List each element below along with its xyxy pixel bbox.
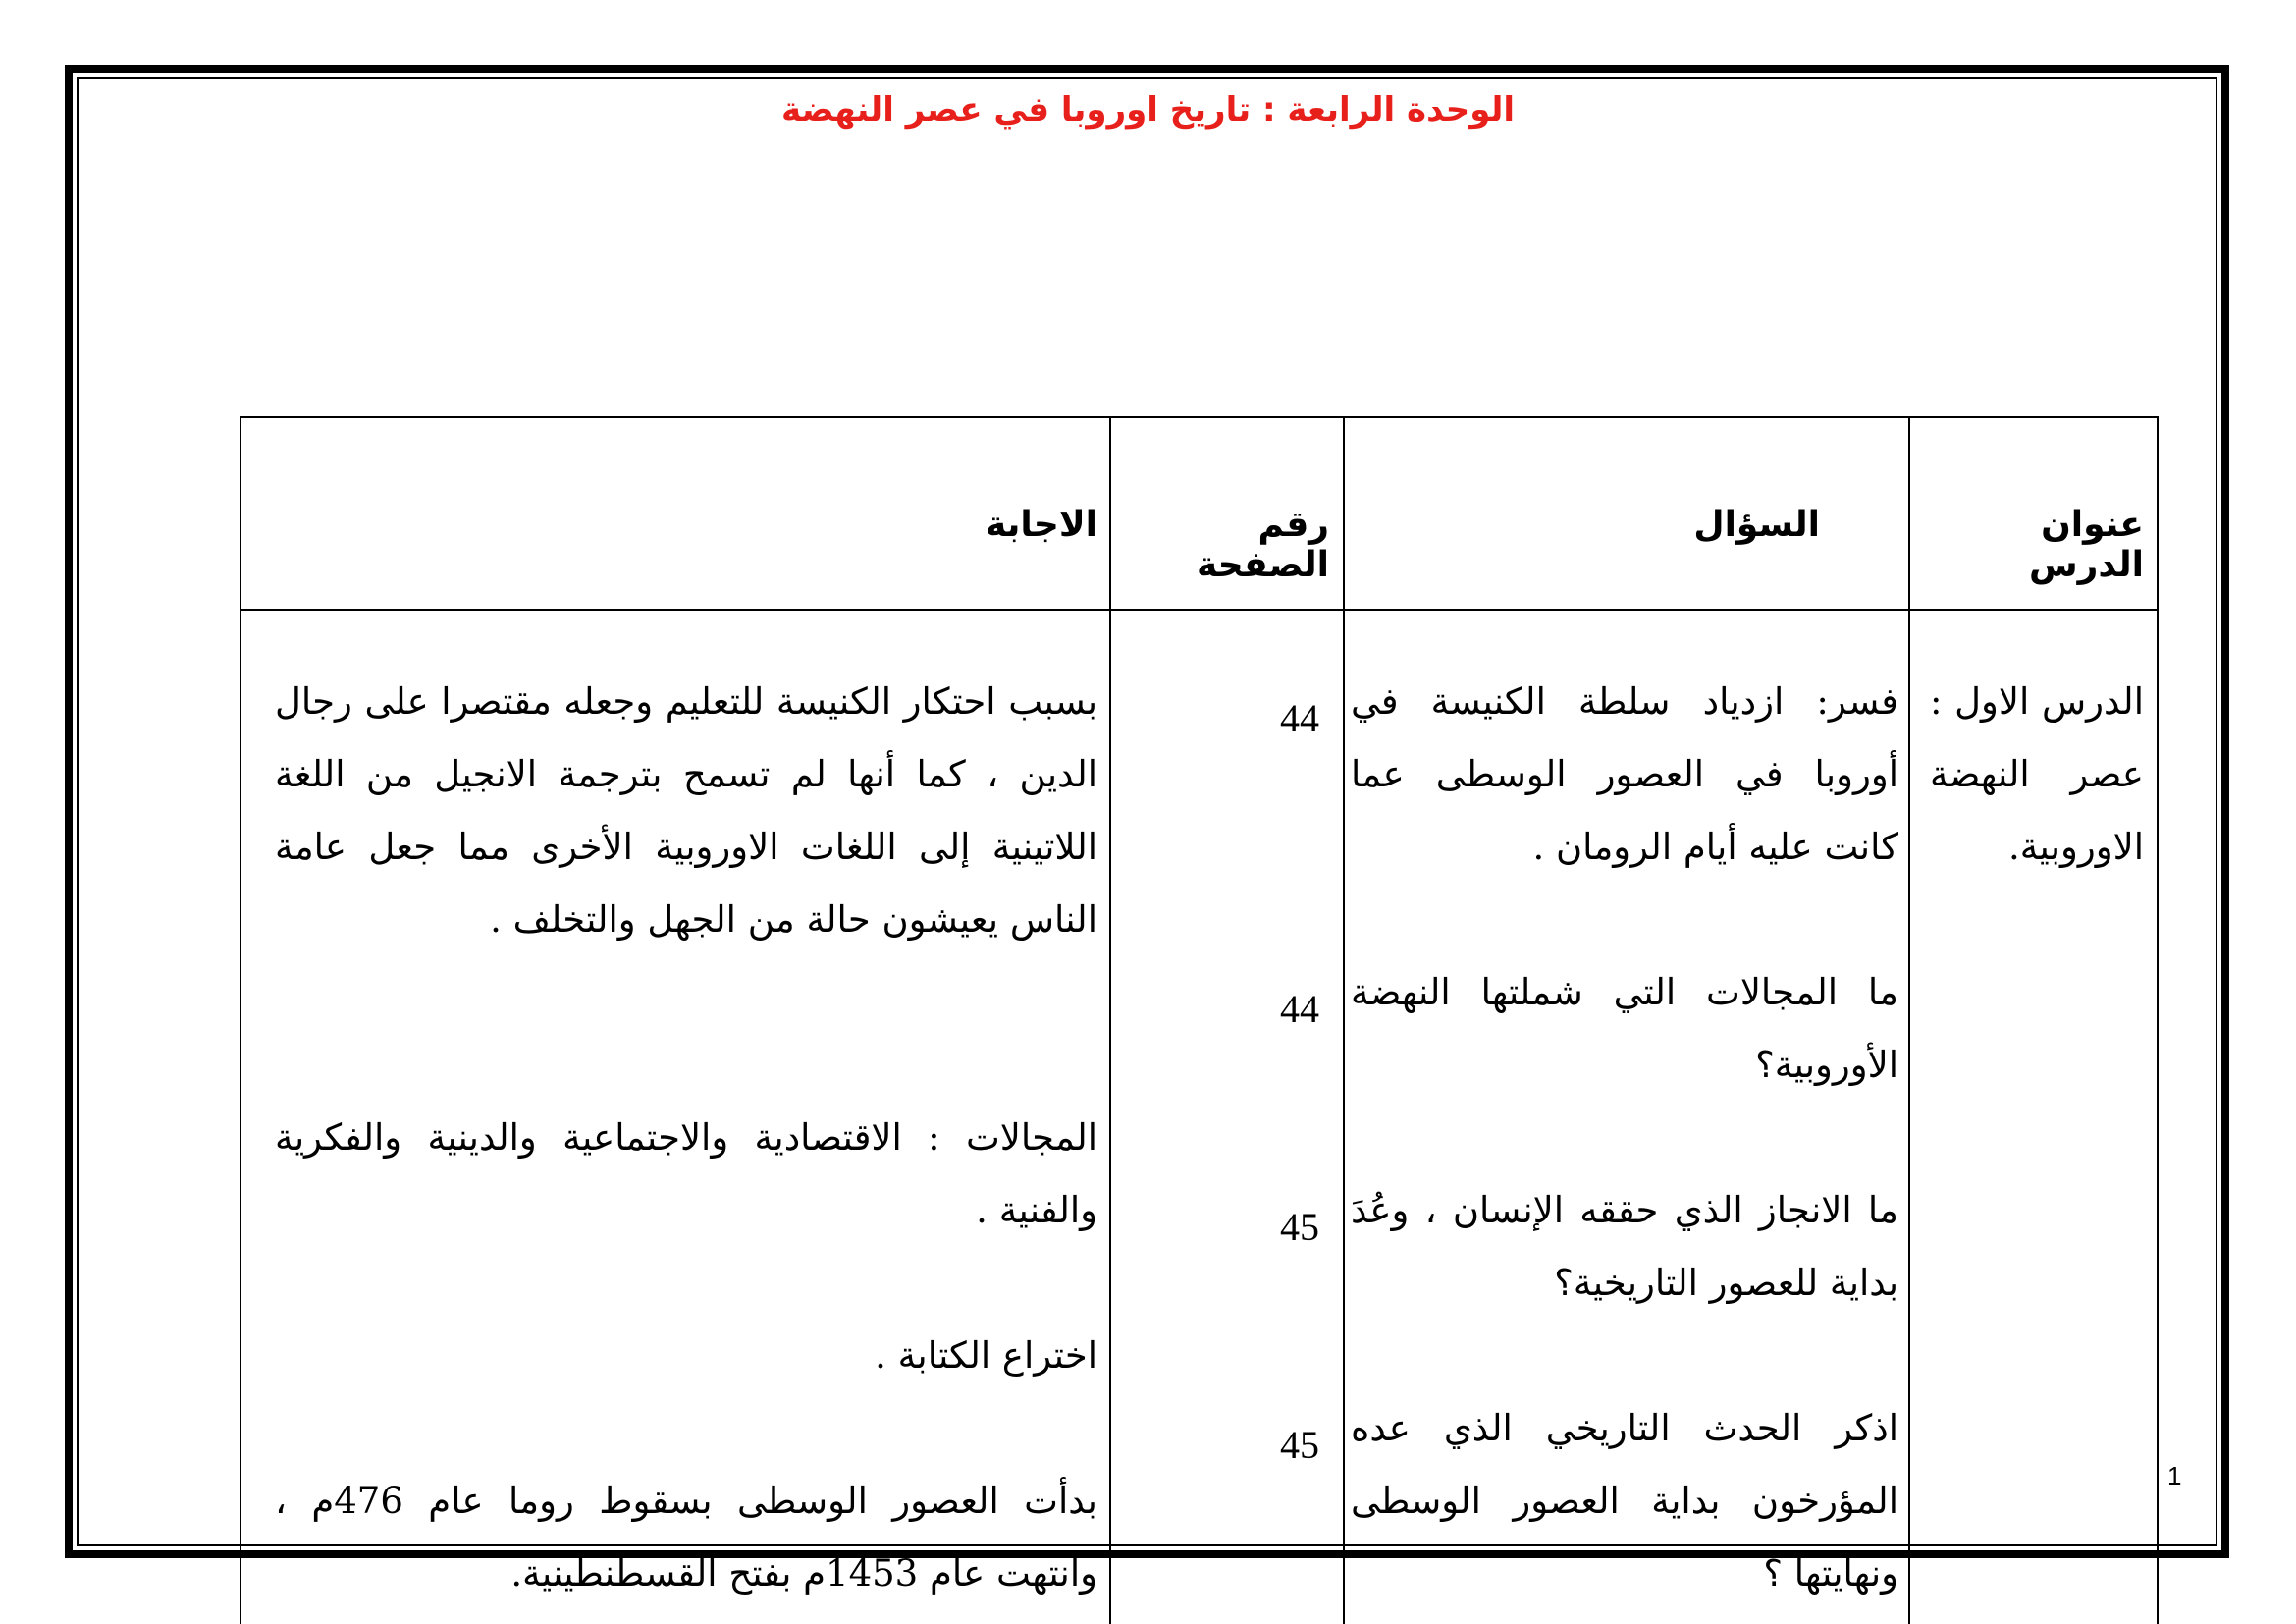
- answer-cell: بسبب احتكار الكنيسة للتعليم وجعله مقتصرا على رجال الدين ، كما أنها لم تسمح بترجمة الانجيل من اللغة اللاتينية إلى اللغات الاوروبية الأخرى مما جعل عامة الناس يعيشون حالة من الجهل والتخلف .: [275, 680, 1097, 941]
- unit-title: الوحدة الرابعة : تاريخ اوروبا في عصر النهضة: [780, 90, 1516, 130]
- lesson-table: [240, 416, 2159, 1624]
- question-cell: اذكر الحدث التاريخي الذي عده المؤرخون بداية العصور الوسطى ونهايتها ؟: [1351, 1407, 1898, 1595]
- table-border-right: [2157, 416, 2159, 1624]
- page-number: 1: [2167, 1461, 2182, 1490]
- column-divider: [1908, 416, 1910, 1624]
- table-border-left: [240, 416, 241, 1624]
- lesson-name: الدرس الاول : عصر النهضة الاوروبية.: [1930, 680, 2144, 868]
- answer-cell: بدأت العصور الوسطى بسقوط روما عام 476م ، وانتهت عام 1453م بفتح القسطنطينية.: [275, 1480, 1097, 1595]
- column-divider: [1343, 416, 1345, 1624]
- page-number-cell: 45: [1280, 1205, 1319, 1249]
- header-answer: الاجابة: [986, 505, 1097, 545]
- header-question: السؤال: [1693, 505, 1820, 545]
- question-cell: ما الانجاز الذي حققه الإنسان ، وعُدَ بداية للعصور التاريخية؟: [1351, 1189, 1898, 1304]
- table-border-top: [240, 416, 2159, 418]
- column-divider: [1109, 416, 1111, 1624]
- page-number-cell: 45: [1280, 1423, 1319, 1467]
- question-cell: ما المجالات التي شملتها النهضة الأوروبية؟: [1351, 971, 1898, 1086]
- table-header-divider: [240, 609, 2159, 611]
- page-number-cell: 44: [1280, 696, 1319, 740]
- header-lesson-title: عنوان الدرس: [2028, 505, 2144, 585]
- header-page-number: رقم الصفحة: [1196, 505, 1329, 585]
- answer-cell: المجالات : الاقتصادية والاجتماعية والدينية والفكرية والفنية .: [275, 1116, 1097, 1231]
- answer-cell: اختراع الكتابة .: [875, 1334, 1097, 1377]
- question-cell: فسر: ازدياد سلطة الكنيسة في أوروبا في العصور الوسطى عما كانت عليه أيام الرومان .: [1351, 680, 1898, 868]
- page-number-cell: 44: [1280, 987, 1319, 1031]
